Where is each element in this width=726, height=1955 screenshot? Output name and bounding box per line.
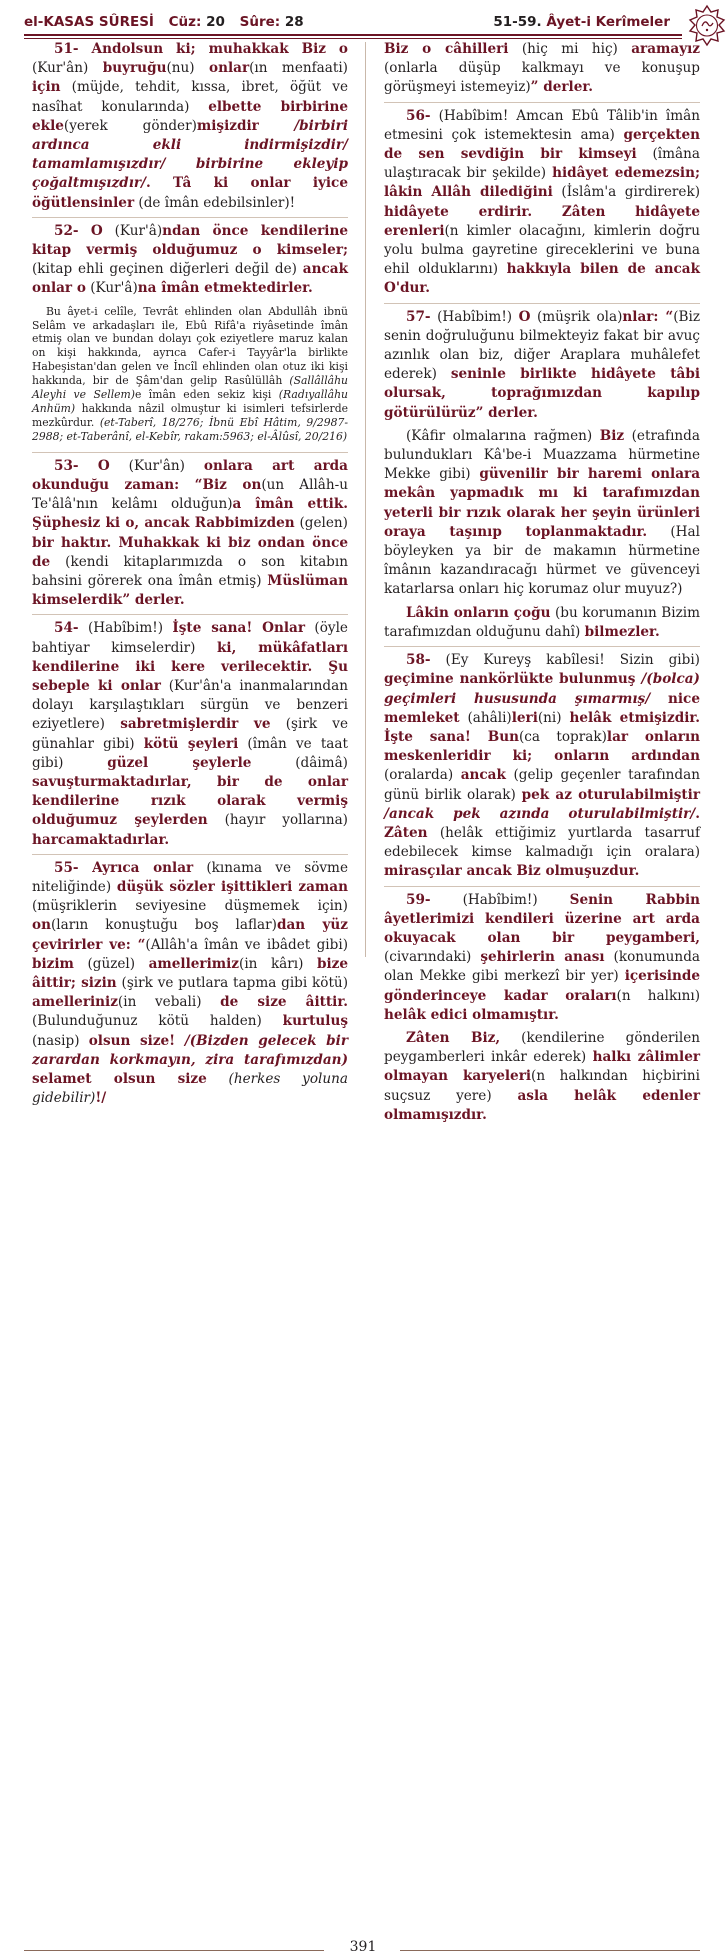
verse-54: 54- (Habîbim!) İşte sana! Onlar (öyle bahtiyar kimselerdir) ki, mükâfatları kendilerine iki kere verilecektir. Şu sebeple ki onlar (Kur'ân'a inanmalarından dolayı karşılaştıkları sürgün ve benzeri eziyetlere) sabretmişlerdir ve (şirk ve günahlar gibi) kötü şeyleri (îmân ve taat gibi) güzel şeylerle (dâimâ) savuşturmaktadırlar, bir de onlar kendilerine rızık olarak vermiş olduğumuz şeylerden (hayır yollarına) harcamaktadırlar. bbox=[32, 620, 349, 848]
separator bbox=[384, 303, 700, 304]
juz-number: 20 bbox=[206, 14, 225, 30]
verse-55: 55- Ayrıca onlar (kınama ve sövme niteliğinde) düşük sözler işittikleri zaman (müşriklerin seviyesine düşmemek için) on(ların konuştuğu boş laflar)dan yüz çevirirler ve: “(Allâh'a îmân ve ibâdet gibi) bizim (güzel) amellerimiz(in kârı) bize âittir; sizin (şirk ve putlara tapma gibi kötü) amelleriniz(in vebali) de size âittir. (Bulunduğunuz kötü halden) kurtuluş (nasip) olsun size! /(Bizden gelecek bir zarardan korkmayın, zira tarafımızdan) selamet olsun size (herkes yoluna gidebilir)!/ bbox=[32, 859, 348, 1107]
surah-name: el-KASAS SÛRESİ bbox=[24, 14, 154, 30]
surah-label: Sûre: bbox=[239, 14, 281, 30]
separator bbox=[32, 614, 348, 615]
verse-56: 56- (Habîbim! Amcan Ebû Tâlib'in îmân etmesini çok istemektesin ama) gerçekten de sen sevdiğin bir kimseyi (îmâna ulaştıracak bir şekilde) hidâyet edemezsin; lâkin Allâh dilediğini (İslâm'a girdirerek) hidâyete erdirir. Zâten hidâyete erenleri(n kimler olacağını, kimlerin doğru yolu bulma gayretine gireceklerini ve buna ehil olduklarını) hakkıyla bilen de ancak O'dur. bbox=[384, 107, 701, 297]
header-rule bbox=[24, 34, 682, 36]
separator bbox=[384, 886, 700, 887]
verse-59-cont: Zâten Biz, (kendilerine gönderilen peygamberleri inkâr ederek) halkı zâlimler olmayan karyeleri(n halkından hiçbirini suçsuz yere) asla helâk edenler olmamışızdır. bbox=[384, 1029, 701, 1123]
separator bbox=[32, 854, 348, 855]
verse-51: 51- Andolsun ki; muhakkak Biz o (Kur'ân) buyruğu(nu) onlar(ın menfaati) için (müjde, tehdit, kıssa, ibret, öğüt ve nasîhat konularında) elbette birbirine ekle(yerek gönder)mişizdir /birbiri ardınca ekli indirmişizdir/ tamamlamışızdır/ birbirine ekleyip çoğaltmışızdır/. Tâ ki onlar iyice öğütlensinler (de îmân edebilsinler)! bbox=[32, 41, 348, 211]
separator bbox=[32, 217, 348, 218]
verse-59: 59- (Habîbim!) Senin Rabbin âyetlerimizi kendileri üzerine art arda okuyacak olan bir peygamberi, (civarındaki) şehirlerin anası (konumunda olan Mekke gibi merkezî bir yer) içerisinde gönderinceye kadar oraları(n halkını) helâk edici olmamıştır. bbox=[384, 891, 700, 1023]
separator bbox=[384, 102, 700, 103]
page-header bbox=[0, 0, 726, 42]
surah-number: 28 bbox=[284, 14, 304, 30]
verse-57-end: Lâkin onların çoğu (bu korumanın Bizim tarafımızdan olduğunu dahî) bilmezler. bbox=[384, 604, 700, 640]
page-number: 391 bbox=[349, 1939, 377, 1955]
verse-53: 53- O (Kur'ân) onlara art arda okunduğu zaman: “Biz on(un Allâh-u Te'âlâ'nın kelâmı olduğun)a îmân ettik. Şüphesiz ki o, ancak Rabbimizden (gelen) bir haktır. Muhakkak ki biz ondan önce de (kendi kitaplarımızda o son kitabın bahsini görerek ona îmân etmiş) Müslüman kimselerdik” derler. bbox=[32, 457, 348, 609]
right-column bbox=[384, 40, 700, 1129]
left-column bbox=[32, 40, 348, 1112]
separator bbox=[32, 452, 348, 453]
separator bbox=[384, 646, 700, 647]
verse-57-cont: (Kâfir olmalarına rağmen) Biz (etrafında bulundukları Kâ'be-i Muazzama hürmetine Mekke gibi) güvenilir bir haremi onlara mekân yapmadık mı ki tarafımızdan yeterli bir rızık olarak her şeyin ürünleri oraya taşınıp toplanmaktadır. (Hal böyleyken ya bir de makamın hürmetine îmânın kazandıracağı hürmet ve güvenceyi katarlarsa onları hiç korumaz olur muyuz?) bbox=[384, 427, 700, 598]
footer-rule-right bbox=[400, 1950, 700, 1951]
verse-range: 51-59. bbox=[493, 14, 542, 30]
header-right bbox=[493, 14, 670, 30]
footer-rule-left bbox=[24, 1950, 324, 1951]
column-divider bbox=[365, 42, 366, 957]
commentary-note: Bu âyet-i celîle, Tevrât ehlinden olan Abdullâh ibnü Selâm ve arkadaşları ile, Ebû Rifâ'a riyâsetinde îmân etmiş olan ve bundan dolayı çok eziyetlere maruz kalan on kişi hakkında, ayrıca Cafer-i Tayyâr'la birlikte Habeşistan'dan gelen ve İncîl ehlinden olan otuz iki kişi hakkında, bir de Şâm'dan gelip Rasûlüllâh (Sallâllâhu Aleyhi ve Sellem)e îmân eden sekiz kişi (Radıyallâhu Anhüm) hakkında nâzil olmuştur ki isimleri tefsirlerde mezkûrdur. (et-Taberî, 18/276; İbnü Ebî Hâtim, 9/2987-2988; et-Taberânî, el-Kebîr, rakam:5963; el-Âlûsî, 20/216) bbox=[32, 304, 348, 443]
verse-57: 57- (Habîbim!) O (müşrik ola)nlar: “(Biz senin doğruluğunu bilmekteyiz fakat bir avuç azınlık olan biz, diğer Araplara muhâlefet ederek) seninle birlikte hidâyete tâbi olursak, toprağımızdan kapılıp götürülürüz” derler. bbox=[384, 308, 700, 421]
header-left bbox=[24, 14, 304, 30]
juz-label: Cüz: bbox=[168, 14, 202, 30]
header-rule-thin bbox=[24, 38, 682, 39]
verse-52: 52- O (Kur'â)ndan önce kendilerine kitap vermiş olduğumuz o kimseler; (kitap ehli geçinen diğerleri değil de) ancak onlar o (Kur'â)na îmân etmektedirler. bbox=[32, 222, 348, 297]
verse-title: Âyet-i Kerîmeler bbox=[546, 14, 670, 30]
verse-55-cont: Biz o câhilleri (hiç mi hiç) aramayız (onlarla düşüp kalkmayı ve konuşup görüşmeyi istemeyiz)” derler. bbox=[384, 41, 700, 96]
verse-58: 58- (Ey Kureyş kabîlesi! Sizin gibi) geçimine nankörlükte bulunmuş /(bolca) geçimleri hususunda şımarmış/ nice memleket (ahâli)leri(ni) helâk etmişizdir. İşte sana! Bun(ca toprak)lar onların meskenleridir ki; onların ardından (oralarda) ancak (gelip geçenler tarafından günü birlik olarak) pek az oturulabilmiştir /ancak pek azında oturulabilmiştir/. Zâten (helâk ettiğimiz yurtlarda tasarruf edebilecek kimse kalmadığı için oralara) mirasçılar ancak Biz olmuşuzdur. bbox=[384, 652, 701, 880]
